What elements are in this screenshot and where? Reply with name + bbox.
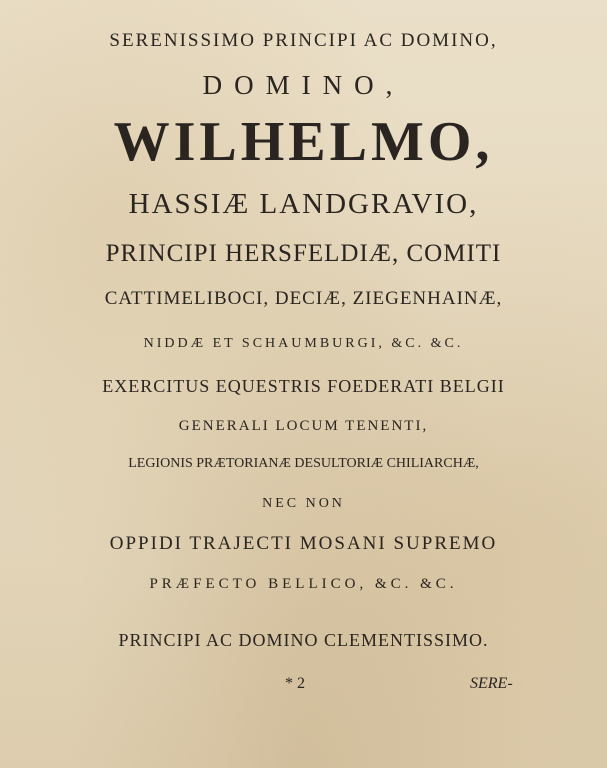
dedication-line-5: PRINCIPI HERSFELDIÆ, COMITI [105, 240, 502, 267]
dedication-line-6: CATTIMELIBOCI, DECIÆ, ZIEGENHAINÆ, [104, 288, 503, 309]
catchword: SERE- [470, 675, 513, 692]
dedication-line-11: NEC NON [262, 496, 345, 511]
dedication-line-9: GENERALI LOCUM TENENTI, [178, 418, 429, 434]
dedication-line-2: DOMINO, [202, 70, 405, 100]
dedication-line-12: OPPIDI TRAJECTI MOSANI SUPREMO [109, 533, 498, 554]
dedication-line-4: HASSIÆ LANDGRAVIO, [128, 188, 479, 220]
dedication-line-13: PRÆFECTO BELLICO, &C. &C. [149, 576, 458, 592]
signature-mark: * 2 [285, 675, 305, 692]
dedication-closing: PRINCIPI AC DOMINO CLEMENTISSIMO. [118, 630, 489, 650]
dedication-line-10: LEGIONIS PRÆTORIANÆ DESULTORIÆ CHILIARCHÆ, [128, 456, 479, 471]
dedication-line-8: EXERCITUS EQUESTRIS FOEDERATI BELGII [102, 376, 505, 396]
dedication-line-7: NIDDÆ ET SCHAUMBURGI, &C. &C. [143, 336, 464, 351]
dedicatee-name: WILHELMO, [113, 111, 494, 173]
dedication-line-1: SERENISSIMO PRINCIPI AC DOMINO, [109, 30, 498, 51]
